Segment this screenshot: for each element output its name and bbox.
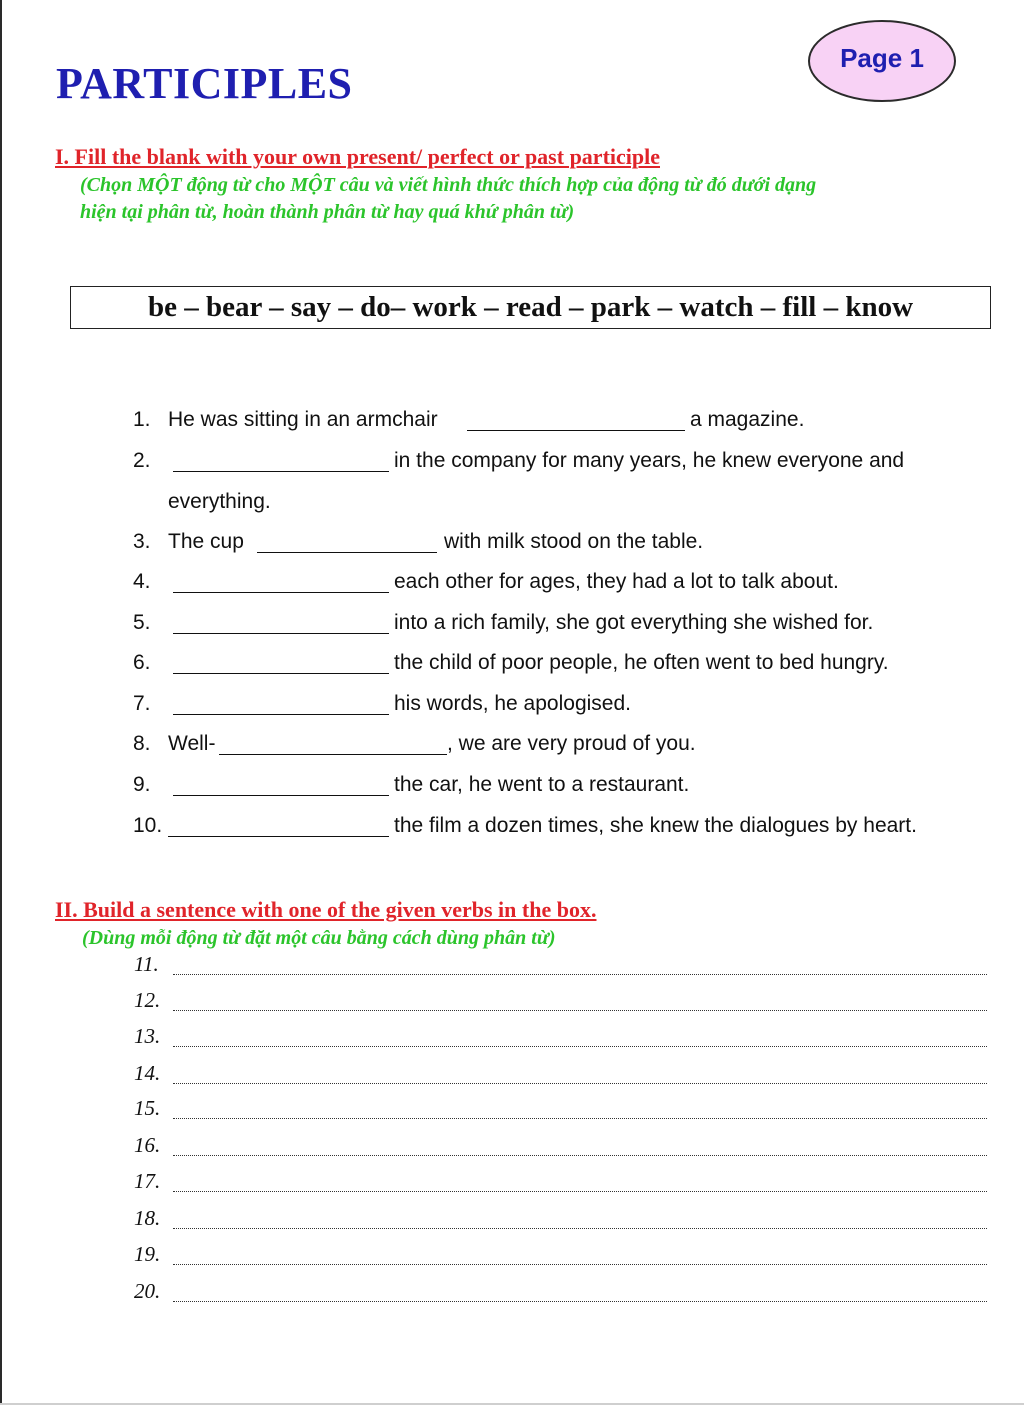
- page-number-label: Page 1: [840, 42, 924, 73]
- exercise-number: 8.: [133, 732, 151, 755]
- answer-blank[interactable]: [173, 692, 389, 715]
- exercise-text-before: Well-: [168, 732, 216, 755]
- exercise-number: 5.: [133, 611, 151, 634]
- exercise-text-after: his words, he apologised.: [394, 692, 631, 715]
- section-1-instruction-line-2: hiện tại phân từ, hoàn thành phân từ hay quá khứ phân từ): [80, 201, 575, 223]
- exercise-item: [0, 814, 1024, 844]
- exercise-item: [0, 651, 1024, 681]
- dotted-answer-field[interactable]: [173, 1046, 987, 1047]
- answer-blank[interactable]: [173, 449, 389, 472]
- exercise-text-after: into a rich family, she got everything she wished for.: [394, 611, 874, 634]
- exercise-item: [0, 408, 1024, 438]
- answer-blank[interactable]: [173, 651, 389, 674]
- exercise-text-after: , we are very proud of you.: [447, 732, 696, 755]
- dotted-answer-field[interactable]: [173, 1155, 987, 1156]
- exercise-text-after: the child of poor people, he often went to bed hungry.: [394, 651, 889, 674]
- answer-blank[interactable]: [173, 773, 389, 796]
- exercise-text-after: with milk stood on the table.: [444, 530, 704, 553]
- section-2-heading: II. Build a sentence with one of the given verbs in the box.: [55, 897, 597, 922]
- exercise-item: [0, 692, 1024, 722]
- line-number: 12.: [134, 988, 161, 1012]
- answer-line: [0, 1279, 1024, 1307]
- verb-box: [70, 286, 991, 329]
- answer-line: [0, 1242, 1024, 1270]
- line-number: 14.: [134, 1061, 161, 1085]
- exercise-number: 10.: [133, 814, 163, 837]
- exercise-text-after: in the company for many years, he knew everyone and: [394, 449, 905, 472]
- line-number: 11.: [134, 952, 159, 976]
- exercise-text-after: each other for ages, they had a lot to talk about.: [394, 570, 839, 593]
- answer-line: [0, 1133, 1024, 1161]
- dotted-answer-field[interactable]: [173, 1191, 987, 1192]
- answer-line: [0, 1096, 1024, 1124]
- exercise-text-before: He was sitting in an armchair: [168, 408, 438, 431]
- line-number: 20.: [134, 1279, 161, 1303]
- answer-line: [0, 1169, 1024, 1197]
- verb-list: be – bear – say – do– work – read – park – watch – fill – know: [147, 291, 914, 323]
- page-number-badge: [808, 20, 956, 102]
- exercise-text-after: the film a dozen times, she knew the dialogues by heart.: [394, 814, 917, 837]
- dotted-answer-field[interactable]: [173, 1228, 987, 1229]
- exercise-item: [0, 732, 1024, 762]
- page-title: PARTICIPLES: [56, 59, 353, 108]
- exercise-item: [0, 530, 1024, 560]
- answer-blank[interactable]: [467, 408, 685, 431]
- answer-line: [0, 952, 1024, 980]
- dotted-answer-field[interactable]: [173, 1010, 987, 1011]
- exercise-text-after: the car, he went to a restaurant.: [394, 773, 690, 796]
- line-number: 15.: [134, 1096, 161, 1120]
- line-number: 17.: [134, 1169, 161, 1193]
- answer-blank[interactable]: [168, 814, 389, 837]
- answer-blank[interactable]: [173, 611, 389, 634]
- exercise-number: 1.: [133, 408, 151, 431]
- answer-line: [0, 1206, 1024, 1234]
- dotted-answer-field[interactable]: [173, 1264, 987, 1265]
- line-number: 18.: [134, 1206, 161, 1230]
- exercise-item: [0, 449, 1024, 479]
- section-1-instruction-line-1: (Chọn MỘT động từ cho MỘT câu và viết hình thức thích hợp của động từ đó dưới dạng: [80, 174, 817, 196]
- exercise-text-after: a magazine.: [690, 408, 805, 431]
- dotted-answer-field[interactable]: [173, 1118, 987, 1119]
- dotted-answer-field[interactable]: [173, 1301, 987, 1302]
- answer-blank[interactable]: [173, 570, 389, 593]
- exercise-number: 9.: [133, 773, 151, 796]
- dotted-answer-field[interactable]: [173, 974, 987, 975]
- line-number: 16.: [134, 1133, 161, 1157]
- line-number: 19.: [134, 1242, 161, 1266]
- line-number: 13.: [134, 1024, 161, 1048]
- exercise-item: [0, 570, 1024, 600]
- exercise-number: 4.: [133, 570, 151, 593]
- section-1-heading: I. Fill the blank with your own present/ perfect or past participle: [55, 144, 660, 169]
- exercise-number: 3.: [133, 530, 151, 553]
- dotted-answer-field[interactable]: [173, 1083, 987, 1084]
- exercise-number: 7.: [133, 692, 151, 715]
- exercise-item: [0, 773, 1024, 803]
- answer-line: [0, 1024, 1024, 1052]
- answer-line: [0, 988, 1024, 1016]
- answer-blank[interactable]: [257, 530, 437, 553]
- section-2-instruction: (Dùng mỗi động từ đặt một câu bằng cách dùng phân từ): [82, 927, 556, 949]
- exercise-continuation: everything.: [168, 490, 271, 513]
- answer-line: [0, 1061, 1024, 1089]
- answer-blank[interactable]: [219, 732, 447, 755]
- exercise-text-before: The cup: [168, 530, 244, 553]
- exercise-item: [0, 611, 1024, 641]
- exercise-number: 6.: [133, 651, 151, 674]
- exercise-number: 2.: [133, 449, 151, 472]
